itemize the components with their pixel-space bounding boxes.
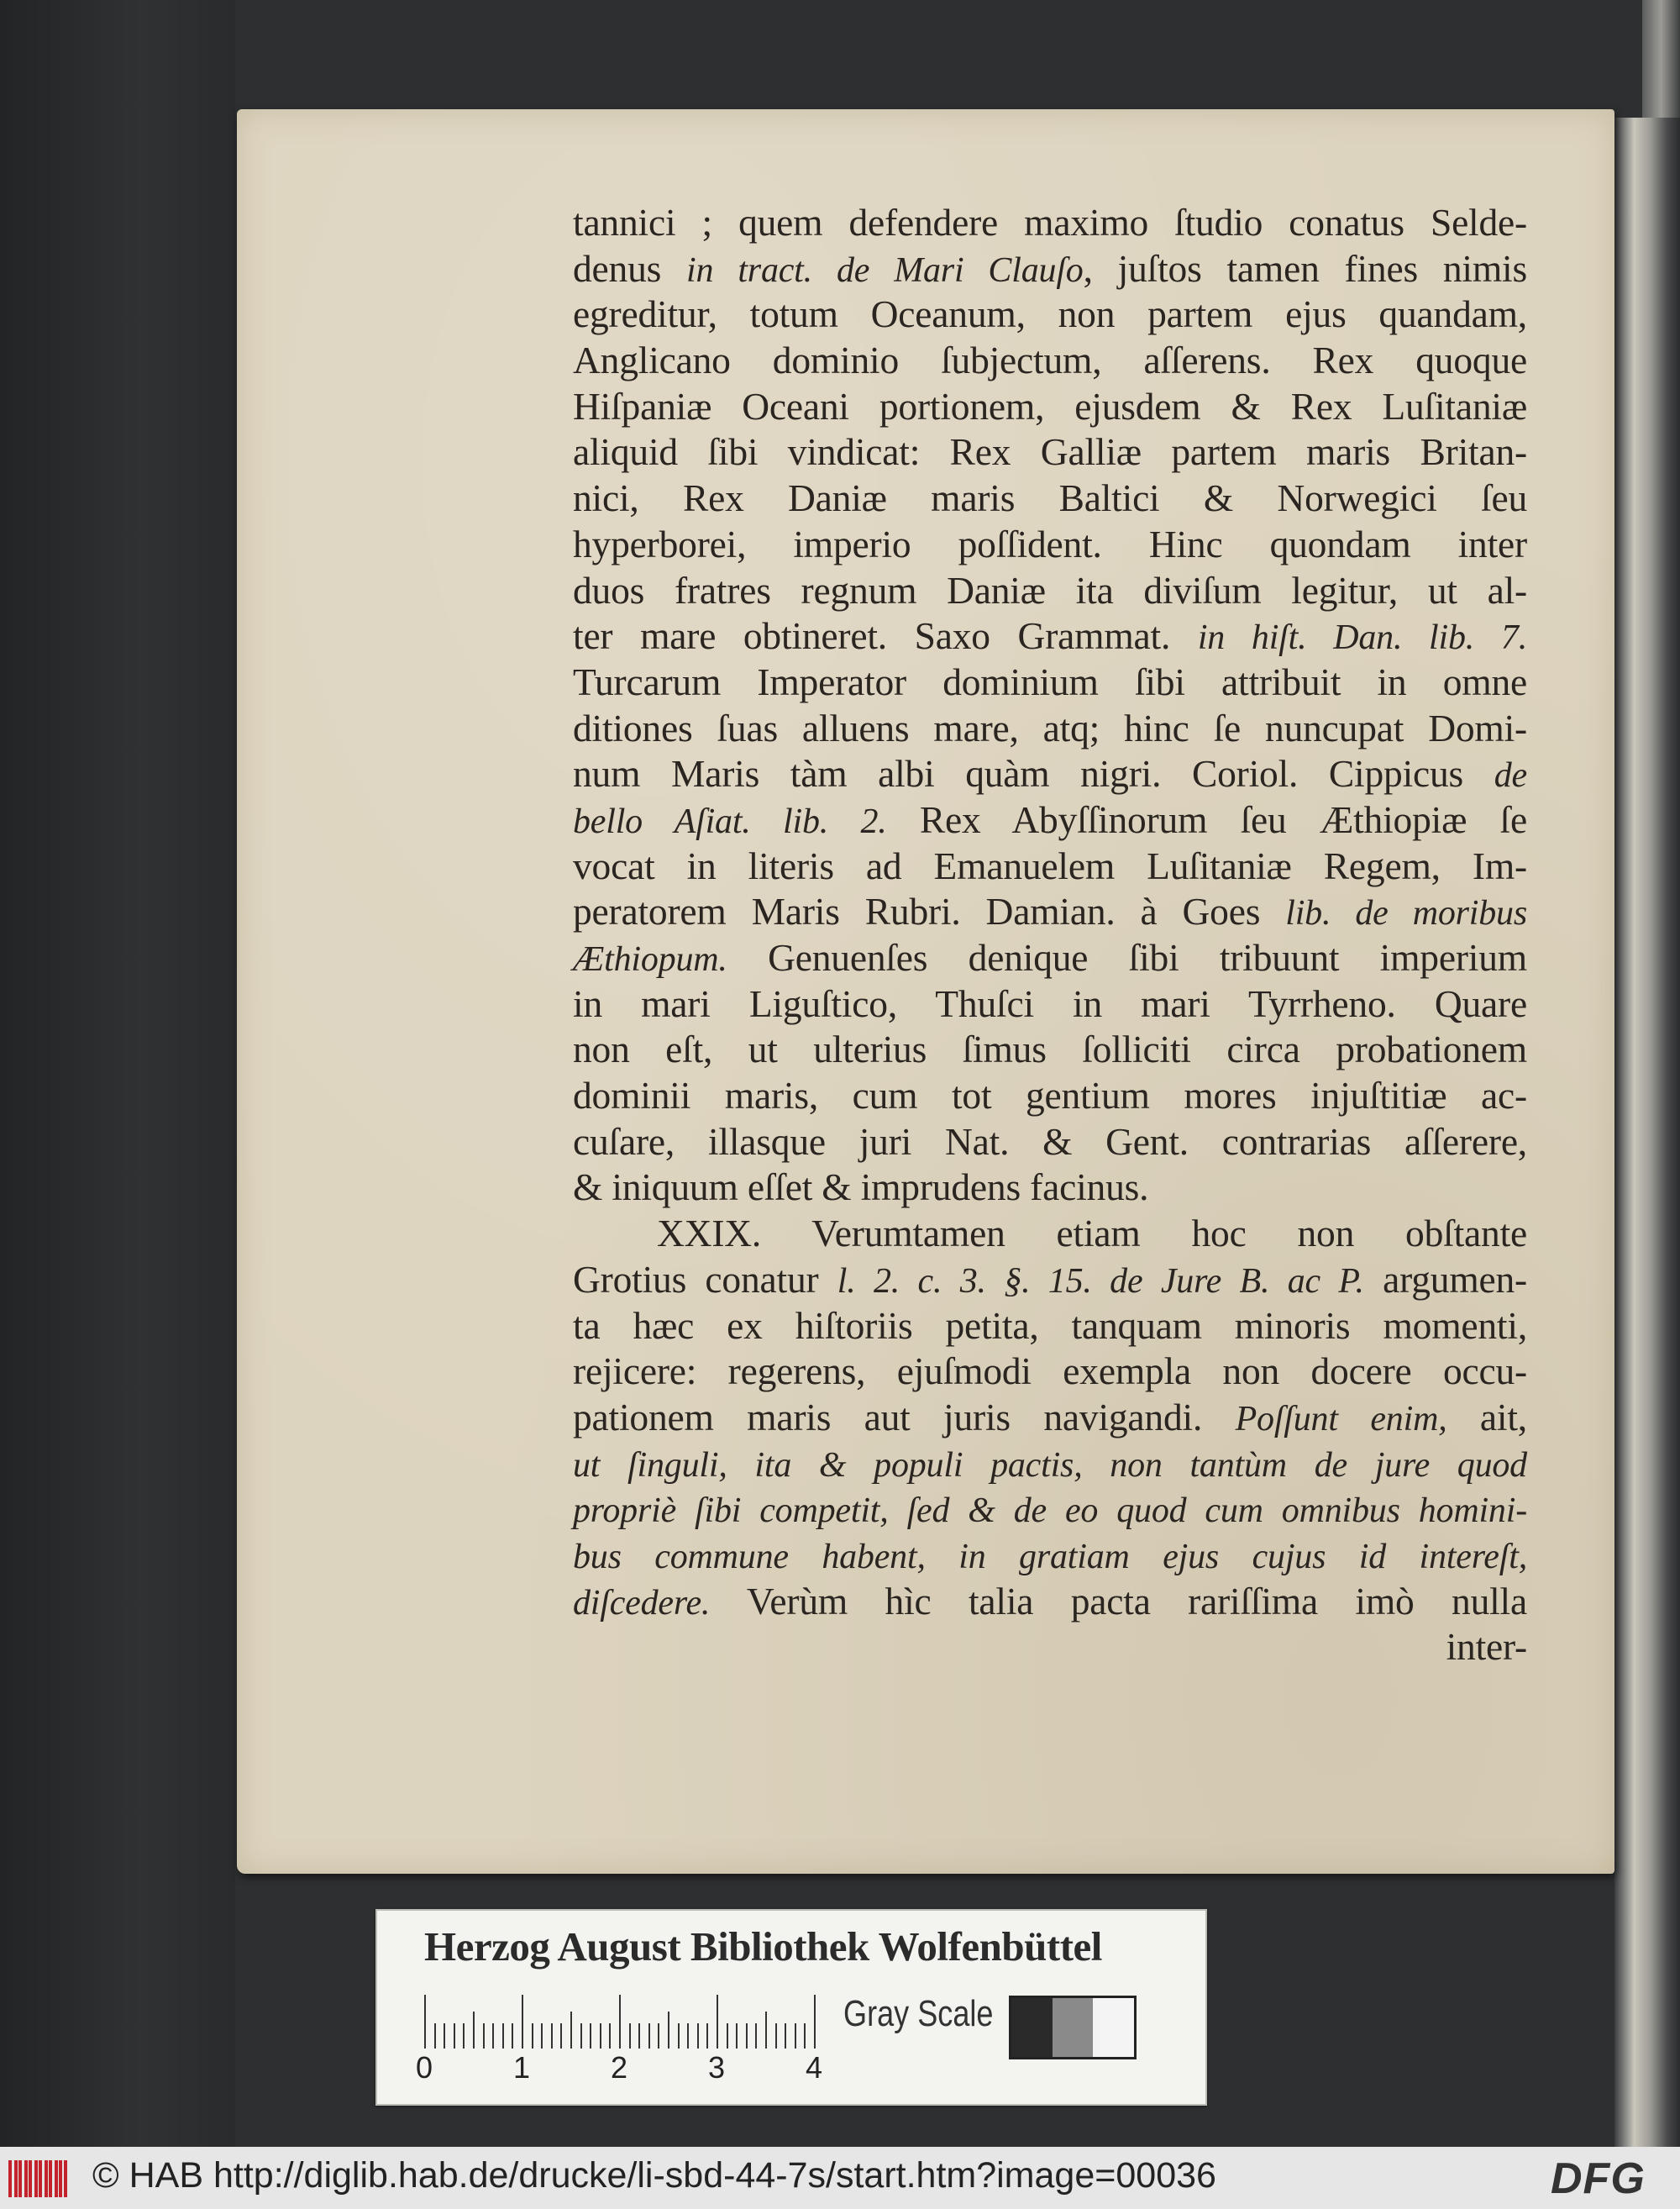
text-line [573, 1165, 1527, 1211]
logo-bar [49, 2160, 52, 2197]
text-line [573, 292, 1527, 338]
dfg-logo: DFG [1551, 2154, 1646, 2203]
ruler-tick [560, 2023, 562, 2049]
card-title: Herzog August Bibliothek Wolfenbüttel [424, 1923, 1102, 1970]
text-line [573, 660, 1527, 706]
ruler-tick [648, 2023, 650, 2049]
text-run: cuſare, illasque juri Nat. & Gent. contrarias aſſerere, [573, 1119, 1527, 1163]
logo-bar [18, 2160, 22, 2197]
ruler-tick [532, 2023, 533, 2049]
logo-bar [45, 2160, 48, 2197]
ruler-tick [804, 2023, 806, 2049]
logo-bar [39, 2160, 42, 2197]
ruler-tick [629, 2023, 631, 2049]
ruler-tick [541, 2023, 543, 2049]
ruler-tick [463, 2023, 465, 2049]
italic-run: diſcedere. [573, 1583, 711, 1623]
ruler-tick [785, 2023, 786, 2049]
italic-run: bello Aſiat. lib. 2. [573, 802, 887, 841]
gray-patch [1011, 1998, 1053, 2057]
text-run: ait, [1446, 1395, 1527, 1438]
italic-run: propriè ſibi competit, ſed & de eo quod cum omnibus homini- [573, 1491, 1527, 1531]
text-line [573, 706, 1527, 752]
ruler-tick [473, 2012, 475, 2049]
page-text [573, 200, 1527, 1670]
footer-bar [0, 2147, 1680, 2209]
gray-patch [1093, 1998, 1134, 2057]
italic-run: Poſſunt enim, [1235, 1399, 1447, 1438]
gray-scale-label: Gray Scale [843, 1993, 994, 2034]
ruler-tick [775, 2023, 777, 2049]
ruler-tick [795, 2023, 796, 2049]
ruler-tick [658, 2023, 659, 2049]
text-run: ditiones ſuas alluens mare, atq; hinc ſe nuncupat Domi- [573, 706, 1527, 749]
logo-bar [14, 2160, 18, 2197]
text-line [573, 613, 1527, 660]
footer-credit-link[interactable]: © HAB http://diglib.hab.de/drucke/li-sbd-44-7s/start.htm?image=00036 [92, 2155, 1216, 2196]
italic-run: bus commune habent, in gratiam ejus cujus id intereſt, [573, 1537, 1527, 1576]
text-line [573, 1257, 1527, 1303]
text-run: XXIX. Verumtamen etiam hoc non obſtante [657, 1212, 1527, 1255]
ruler-tick [638, 2023, 640, 2049]
ruler-tick [502, 2023, 504, 2049]
book-spine-edge [1614, 118, 1680, 2147]
text-run: nici, Rex Daniæ maris Baltici & Norwegici ſeu [573, 476, 1527, 520]
ruler-tick [746, 2023, 748, 2049]
logo-bar [59, 2160, 62, 2197]
ruler-tick [765, 2012, 767, 2049]
text-run: non eſt, ut ulterius ſimus ſolliciti circa probationem [573, 1028, 1527, 1071]
ruler-tick [736, 2023, 738, 2049]
ruler-tick [580, 2023, 582, 2049]
text-run: Rex Abyſſinorum ſeu Æthiopiæ ſe [886, 797, 1527, 841]
text-line [573, 981, 1527, 1028]
text-line [573, 429, 1527, 476]
ruler-tick [727, 2023, 728, 2049]
ruler-number: 3 [708, 2050, 726, 2085]
library-barcode-logo-icon [8, 2157, 69, 2199]
italic-run: l. 2. c. 3. §. 15. de Jure B. ac P. [837, 1261, 1364, 1301]
text-run: Genuenſes denique ſibi tribuunt imperium [727, 936, 1527, 979]
text-run: pationem maris aut juris navigandi. [573, 1395, 1236, 1438]
ruler-tick [668, 2012, 669, 2049]
ruler-tick [424, 1995, 426, 2049]
ruler-tick [454, 2023, 455, 2049]
text-line [573, 1624, 1527, 1670]
ruler-tick [706, 2023, 708, 2049]
ruler-tick [755, 2023, 757, 2049]
text-run: ta hæc ex hiſtoriis petita, tanquam minoris momenti, [573, 1303, 1527, 1347]
text-run: peratorem Maris Rubri. Damian. à Goes [573, 890, 1286, 934]
text-line [573, 1073, 1527, 1119]
ruler-number: 2 [611, 2050, 628, 2085]
text-run: Anglicano dominio ſubjectum, aſſerens. Rex quoque [573, 339, 1527, 382]
italic-run: lib. de moribus [1285, 894, 1528, 934]
gray-patch [1053, 1998, 1094, 2057]
logo-bar [55, 2160, 58, 2197]
text-run: Verùm hìc talia pacta rariſſima imò nulla [710, 1579, 1527, 1623]
text-run: & iniquum eſſet & imprudens facinus. [573, 1165, 1149, 1209]
text-line [573, 935, 1527, 981]
italic-run: in hiſt. Dan. lib. 7. [1197, 618, 1527, 658]
text-line [573, 1211, 1527, 1257]
ruler-number: 4 [806, 2050, 823, 2085]
italic-run: Æthiopum. [573, 940, 727, 979]
text-run: , juſtos tamen fines nimis [1083, 246, 1528, 290]
ruler-tick [678, 2023, 680, 2049]
ruler-number: 1 [513, 2050, 531, 2085]
ruler-tick [590, 2023, 591, 2049]
text-run: ter mare obtineret. Saxo Grammat. [573, 614, 1198, 658]
text-line [573, 1579, 1527, 1625]
text-line [573, 751, 1527, 797]
ruler-tick [512, 2023, 513, 2049]
logo-bar [8, 2160, 12, 2197]
scale-ruler [424, 1995, 819, 2049]
text-run: aliquid ſibi vindicat: Rex Galliæ partem maris Britan- [573, 430, 1527, 474]
text-run: argumen- [1363, 1257, 1528, 1301]
logo-bar [24, 2160, 28, 2197]
text-line [573, 889, 1527, 935]
text-line [573, 568, 1527, 614]
italic-run: de [1494, 756, 1527, 796]
text-run: egreditur, totum Oceanum, non partem ejus quandam, [573, 292, 1527, 336]
text-run: rejicere: regerens, ejuſmodi exempla non docere occu- [573, 1349, 1527, 1393]
text-line [573, 1119, 1527, 1165]
logo-bar [64, 2160, 67, 2197]
ruler-tick [444, 2023, 445, 2049]
color-target-card [375, 1909, 1207, 2106]
text-run: Grotius conatur [573, 1257, 837, 1301]
italic-run: ut ſinguli, ita & populi pactis, non tantùm de jure quod [573, 1445, 1527, 1485]
logo-bar [34, 2160, 38, 2197]
text-line [573, 338, 1527, 384]
text-line [573, 200, 1527, 246]
text-run: hyperborei, imperio poſſident. Hinc quondam inter [573, 522, 1527, 565]
text-line [573, 1441, 1527, 1487]
ruler-number: 0 [416, 2050, 433, 2085]
text-run: tannici ; quem defendere maximo ſtudio conatus Selde- [573, 201, 1527, 244]
text-run: vocat in literis ad Emanuelem Luſitaniæ Regem, Im- [573, 844, 1527, 887]
text-line [573, 1395, 1527, 1441]
text-line [573, 1303, 1527, 1349]
gray-scale-patches [1009, 1996, 1137, 2059]
book-edge-top [1642, 0, 1680, 126]
text-line [573, 522, 1527, 568]
text-run: Turcarum Imperator dominium ſibi attribuit in omne [573, 660, 1527, 703]
ruler-tick [814, 1995, 816, 2049]
text-line [573, 384, 1527, 430]
text-run: inter- [1446, 1625, 1527, 1669]
scanner-left-shadow [0, 0, 235, 2147]
text-line [573, 797, 1527, 844]
text-line [573, 246, 1527, 292]
ruler-tick [619, 1995, 621, 2049]
ruler-tick [492, 2023, 494, 2049]
ruler-tick [697, 2023, 699, 2049]
text-run: dominii maris, cum tot gentium mores injuſtitiæ ac- [573, 1074, 1527, 1118]
italic-run: in tract. de Mari Clauſo [686, 250, 1084, 290]
ruler-tick [551, 2023, 553, 2049]
text-line [573, 1533, 1527, 1579]
ruler-tick [522, 1995, 523, 2049]
text-line [573, 1486, 1527, 1533]
ruler-tick [434, 2023, 436, 2049]
ruler-tick [687, 2023, 689, 2049]
text-line [573, 476, 1527, 522]
ruler-tick [609, 2023, 611, 2049]
text-line [573, 1027, 1527, 1073]
text-run: in mari Liguſtico, Thuſci in mari Tyrrheno. Quare [573, 981, 1527, 1025]
text-line [573, 844, 1527, 890]
text-line [573, 1349, 1527, 1395]
text-run: num Maris tàm albi quàm nigri. Coriol. Cippicus [573, 752, 1494, 796]
ruler-tick [483, 2023, 485, 2049]
ruler-tick [600, 2023, 601, 2049]
ruler-tick [570, 2012, 572, 2049]
text-run: duos fratres regnum Daniæ ita diviſum legitur, ut al- [573, 568, 1527, 612]
text-run: denus [573, 246, 687, 290]
logo-bar [29, 2160, 32, 2197]
text-run: Hiſpaniæ Oceani portionem, ejusdem & Rex Luſitaniæ [573, 384, 1527, 428]
ruler-tick [717, 1995, 718, 2049]
